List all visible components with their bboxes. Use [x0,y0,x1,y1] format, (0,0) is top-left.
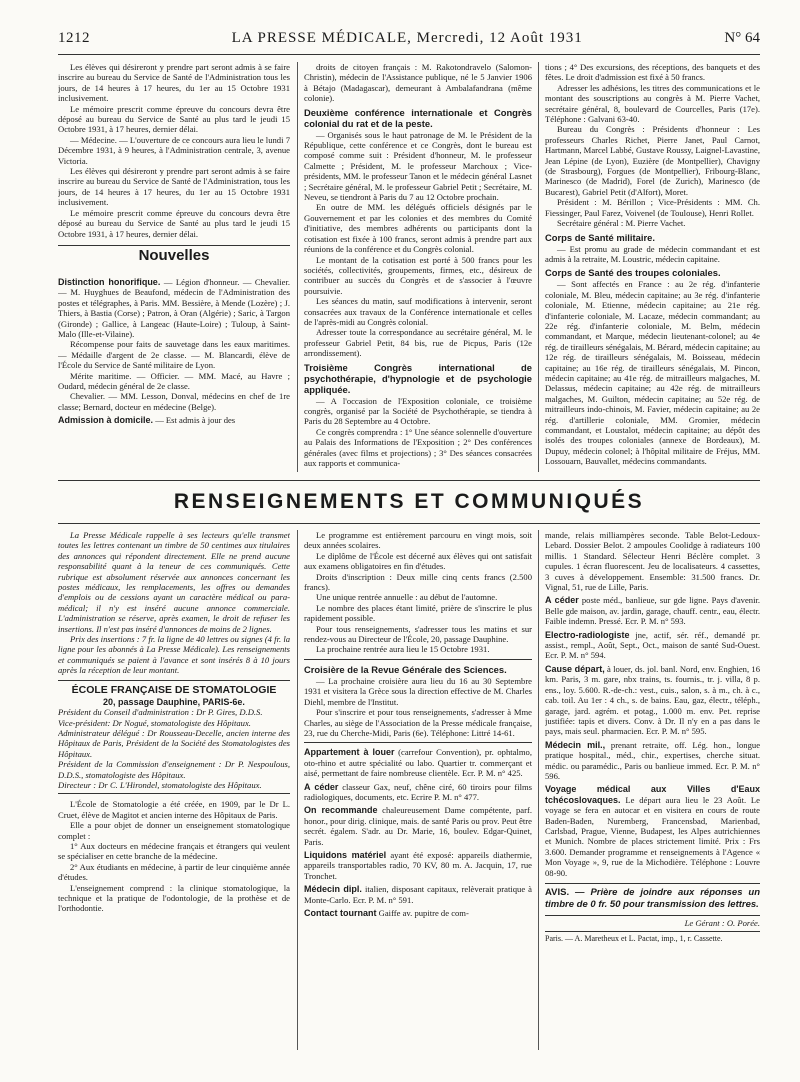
paragraph: Une unique rentrée annuelle : au début de l'automne. [316,592,498,603]
classified-ad [545,664,760,737]
page-number: 1212 [58,30,90,46]
bottom-column-3 [545,530,760,1050]
issue-number: N° 64 [724,30,760,46]
paragraph: Adresser toute la correspondance au secrétaire général, M. le professeur Gabriel Petit, 84 bis, rue de Picpus, Paris (12e arrondissement). [304,327,532,359]
paragraph: — Médecine. — L'ouverture de ce concours aura lieu le lundi 7 Décembre 1931, à 9 heures, à l'Administration centrale, 3, avenue Victoria. [58,134,290,166]
paragraph: — Sont affectés en France : au 2e rég. d'infanterie coloniale, M. Bleu, médecin capitaine; au 3e rég. d'infanterie coloniale, M. Etienne, médecin capitaine; au 21e rég. d'infanterie coloniale, M. Lacaze, médecin commandant; au 22e rég. d'infanterie coloniale, M. Belm, médecin commandant, et Marque, médecin lieutenant-colonel; au 4e rég. de tirailleurs sénégalais, M. Bérard, médecin capitaine; au 12e rég. de tirailleurs sénégalais, M. Boisseau, médecin capitaine; au 16e rég. de tirailleurs sénégalais, M. Pincon, médecin capitaine; au 41e rég. de mitrailleurs malgaches, M. Delassus, médecin capitaine; au 42e rég. de mitrailleurs malgaches, M. Guilton, médecin capitaine; au 52e rég. de mitrailleurs indo-chinois, M. Favier, médecin capitaine; au 2e rég. d'artillerie coloniale, MM. Gromier, médecin commandant, et Loustalot, médecin capitaine; au dépôt des isolés des troupes coloniales (annexe de Bordeaux), M. Dupuy, médecin colonel; à l'hôpital militaire de Fréjus, MM. Lossouarn, Bauvallet, médecins commandants. [545,279,760,467]
rule [58,480,760,481]
nouvelles-heading-block [58,239,290,277]
paragraph: mande, relais milliampères seconde. Table Belot-Ledoux-Lebard. Dossier Belot. 2 ampoules Coolidge à radiateurs 100 millis. 1 Standard. Sélecteur Henri Béclère complet. 3 cupules. 1 écran fluorescent. Jeu de localisateurs. 4 cassettes, 3 cuves à développement. Ensemble: 31.500 francs. Dr. Vignal, 51, rue de Lille, Paris. [545,530,760,593]
issue-date: Mercredi, 12 Août 1931 [416,30,583,46]
avis-notice [545,887,760,911]
news-item-title: Deuxième conférence internationale et Congrès colonial du rat et de la peste. [304,106,532,129]
paragraph: L'École de Stomatologie a été créée, en 1909, par le Dr L. Cruet, élève de Magitot et ancien interne des Hôpitaux de Paris. [58,799,290,820]
classified-ad [304,850,532,881]
rule [58,245,290,246]
classified-ad [545,595,760,626]
news-item-text: — Est admis à jour des [155,415,236,426]
ad-text: prenant retraite, off. Lég. hon., longue pratique hospital., méd., chir., expertises, cherche situat. médic. ou paramédic., Paris ou banlieue immed. Ecr. P. M. n° 596. [545,739,760,781]
section-banner: RENSEIGNEMENTS ET COMMUNIQUÉS [173,490,645,513]
column-divider [538,62,539,472]
paragraph: Le diplôme de l'École est décerné aux élèves qui ont satisfait aux examens obligatoires en fin d'études. [304,550,532,572]
ad-title: Médecin dipl. [304,884,362,895]
bottom-column-1 [58,530,290,1050]
rule [545,931,760,932]
ecole-title: ÉCOLE FRANÇAISE DE STOMATOLOGIE [71,683,277,696]
ad-title: A céder [545,595,579,606]
news-item [58,277,290,339]
paragraph: Mérite maritime. — Officier. — MM. Macé, au Havre ; Oudard, médecin général de 2e classe. [58,370,290,391]
ad-text: classeur Gax, neuf, chêne ciré, 60 tiroirs pour films radiologiques, documents, etc. Ecrire P. M. n° 477. [304,781,532,802]
column-divider [297,530,298,1050]
classified-ad [304,747,532,778]
ecole-officer: Vice-président: Dr Nogué, stomatologiste des Hôpitaux. [58,717,251,728]
ad-title: Liquidons matériel [304,849,387,860]
rule [545,883,760,884]
paragraph: Le programme est entièrement parcouru en vingt mois, soit deux années scolaires. [304,530,532,551]
avis-label: AVIS. [545,887,570,898]
classified-ad [304,805,532,847]
paragraph: Le nombre des places étant limité, prière de s'inscrire le plus rapidement possible. [304,602,532,624]
column-divider [538,530,539,1050]
paragraph: En outre de MM. les délégués officiels désignés par le Gouvernement et par les colonies et des membres du Comité d'initiative, des membres adhérents ou participants dont la cotisation est fixée à 100 francs, seront admis à prendre part aux réunions de la conférence et du Congrès colonial. [304,202,532,255]
paragraph: Récompense pour faits de sauvetage dans les eaux maritimes. — Médaille d'argent de 2e classe. — M. Blancardi, élève de l'École du Service de Santé militaire de Lyon. [58,339,290,371]
ecole-address: 20, passage Dauphine, PARIS-6e. [103,696,245,707]
paragraph: Ce congrès comprendra : 1° Une séance solennelle d'ouverture au Palais des Informations de l'Exposition ; 2° Des conférences générales (avec films et projections) ; 3° Des séances consacrées aux rapports et communica- [304,426,532,468]
paragraph: Le mémoire prescrit comme épreuve du concours devra être déposé au bureau du Service de Santé au plus tard le jeudi 15 Octobre 1931, à 17 heures, dernier délai. [58,207,290,239]
paragraph: — Est promu au grade de médecin commandant et est admis à la retraite, M. Loustric, médecin capitaine. [545,243,760,264]
printer-line: Paris. — A. Maretheux et L. Pactat, imp., 1, r. Cassette. [545,934,723,944]
paragraph: La prochaine rentrée aura lieu le 15 Octobre 1931. [316,644,490,655]
classified-ad [545,630,760,661]
rule [58,523,760,524]
top-column-2 [304,62,532,475]
paragraph: L'enseignement comprend : la clinique stomatologique, la technique et la pratique de l'odontologie, de la prothèse et de l'orthodontie. [58,882,290,914]
running-header [58,30,760,55]
news-item [58,415,290,425]
paragraph: Adresser les adhésions, les titres des communications et le montant des souscriptions au congrès à M. Pierre Vachet, secrétaire général, 8, boulevard de Courcelles, Paris (17e). Téléphone : Galvani 63-40. [545,82,760,125]
paragraph: — La prochaine croisière aura lieu du 16 au 30 Septembre 1931 et visitera la Grèce sous la direction effective de M. Charles Diehl, membre de l'Institut. [304,675,532,707]
paragraph: — A l'occasion de l'Exposition coloniale, ce troisième congrès, organisé par la Société de Psychothérapie, se tiendra à Paris du 28 Septembre au 4 Octobre. [304,395,532,427]
ecole-box [58,680,290,795]
ad-text: Gaiffe av. pupitre de com- [378,908,469,918]
news-item-text: — Légion d'honneur. — Chevalier. — M. Huyghues de Beaufond, médecin de l'Administration des postes et télégraphes, à Paris. MM. Bessière, à Mende (Lozère) ; J. Thiers, à Bastia (Corse) ; Patron, à Oran (Algérie) ; Saric, à Targon (Gironde) ; Gallice, à Langeac (Haute-Loire) ; Tuloup, à Saint-Malo (Ille-et-Vilaine). [58,276,290,339]
notice-prices: Prix des insertions : 7 fr. la ligne de 40 lettres ou signes (4 fr. la ligne pour les abonnés à La Presse Médicale). Les renseignements et communiqués se paient à l'avance et sont insérés 8 à 10 jours après la réception de leur montant. [58,634,290,676]
journal-title-date [90,30,724,47]
journal-title: LA PRESSE MÉDICALE, [231,30,412,46]
paragraph: Les élèves qui désireront y prendre part seront admis à se faire inscrire au bureau du Service de Santé de l'Administration, tous les jours, de 14 heures à 17 heures, du 1er au 15 Octobre 1931 inclusivement. [58,166,290,208]
ad-title: Appartement à louer [304,747,395,758]
ad-title: A céder [304,781,339,792]
paragraph: Pour tous renseignements, s'adresser tous les matins et sur rendez-vous au Directeur de l'École, 20, passage Dauphine. [304,623,532,645]
classified-ad [304,884,532,905]
ad-text: chaleureusement Dame compétente, parf. honor., pour dirig. clinique, mais. de santé Paris ou prov. Peut être secrét. égalem. S'adr. au Dr. Marie, 16, boulev. Edgar-Quinet, Paris. [304,805,532,847]
paragraph: Pour s'inscrire et pour tous renseignements, s'adresser à Mme Charles, au siège de l'Association de la Presse médicale française, 23, rue du Cherche-Midi, Paris (6e). Téléphone: Littré 14-61. [304,707,532,738]
rule [545,915,760,916]
ad-title: Cause départ, [545,663,605,674]
section-heading-nouvelles: Nouvelles [138,246,210,264]
news-item-title: Troisième Congrès international de psychothérapie, d'hypnologie et de psychologie appliquée. [304,361,532,395]
paragraph: droits de citoyen français : M. Rakotondravelo (Salomon-Christin), médecin de l'Assistance publique, né le 5 Janvier 1906 à Bétajo (Madagascar), demeurant à Ambalafandrana (même colonie). [304,62,532,104]
news-item-title: Corps de Santé militaire. [545,231,655,243]
rule [304,742,532,743]
ad-text: italien, disposant capitaux, relèverait pratique à Monte-Carlo. Ecr. P. M. n° 591. [304,884,532,905]
ad-text: poste méd., banlieue, sur gde ligne. Pays d'avenir. Belle gde maison, av. jardin, garage, chauff. centr., eau, électr. Faible indemn. Pressé. Ecr. P. M. n° 593. [545,595,760,627]
paragraph: Le mémoire prescrit comme épreuve du concours devra être déposé au bureau du Service de Santé au plus tard le jeudi 15 Octobre 1931, à 17 heures, dernier délai. [58,103,290,135]
column-divider [297,62,298,472]
notice-intro: La Presse Médicale rappelle à ses lecteurs qu'elle transmet toutes les lettres contenant un timbre de 50 centimes aux titulaires des annonces qui répondent directement. Elle ne prend aucune responsabilité quant à la teneur de ces communiqués. Cette rubrique est absolument réservée aux annonces concernant les postes médicaux, les remplacements, les offres ou demandes d'emplois ou de cessions ayant un caractère médical ou para-médical; il n'y est inséré aucune annonce commerciale. L'administration se réserve, après examen, le droit de refuser les insertions. Il n'est pas inséré d'annonces de moins de 2 lignes. [58,530,290,634]
paragraph: Secrétaire général : M. Pierre Vachet. [557,218,686,229]
ad-title: Electro-radiologiste [545,629,630,640]
paragraph: Elle a pour objet de donner un enseignement stomatologique complet : [58,820,290,841]
paragraph: 2° Aux étudiants en médecine, à partir de leur cinquième année d'études. [58,861,290,883]
ad-title: Voyage médical aux Villes d'Eaux tchécoslovaques. [545,784,760,805]
ad-title: Médecin mil., [545,739,606,750]
ecole-officer: Directeur : Dr C. L'Hirondel, stomatologiste des Hôpitaux. [58,779,262,790]
paragraph: Droits d'inscription : Deux mille cinq cents francs (2.500 francs). [304,571,532,593]
news-item-title: Distinction honorifique. [58,276,161,287]
paragraph: Chevalier. — MM. Lesson, Donval, médecins en chef de 1re classe; Bernard, docteur en médecine (Belge). [58,391,290,412]
classified-ad [545,784,760,878]
classified-ad [304,782,532,803]
ad-text: Le départ aura lieu le 23 Août. Le voyage se fera en autocar et en visitera en cours de route Baden-Baden, Nuremberg, Francensbad, Marienbad, Carlsbad, Prague, Vienne, Budapest, les Alpes autrichiennes et Munich. Nombre de places strictement limité. Prix : Frs 3.600. Demander programme et renseignements à l'Agence « Mon Voyage », 9, rue de la Michodière. Téléphone : Louvre 08-90. [545,794,760,878]
gerant-line: Le Gérant : O. Porée. [684,918,760,928]
top-column-1 [58,62,290,475]
bottom-column-2 [304,530,532,1050]
rule [304,659,532,660]
news-item-title: Croisière de la Revue Générale des Sciences. [304,663,507,675]
paragraph: — Organisés sous le haut patronage de M. le Président de la République, cette conférence et ce Congrès, dont le bureau est composé comme suit : Président d'honneur, M. le professeur Calmette ; Président, M. le professeur Marchoux ; Vice-présidents, MM. le professeur Tanon et le médecin général Lasnet ; Secrétaire général, M. le professeur Gabriel Petit ; Secrétaire, M. Neveu, se tiendront à Paris du 7 au 12 Octobre prochain. [304,129,532,203]
paragraph: Bureau du Congrès : Présidents d'honneur : Les professeurs Charles Richet, Pierre Janet, Paul Carnot, Hartmann, Marcel Labbé, Gustave Roussy, Laignel-Lavastine, Jean Lépine (de Lyon), Euzière (de Montpellier), Chavigny (de Strasbourg), Forgues (de Montpellier), Fribourg-Blanc, Marinesco (de Madrid), Forel (de Zurich), Marinesco (de Bucarest), Gabriel Petit (d'Alfort), Moret. [545,124,760,197]
top-column-3 [545,62,760,475]
ecole-officer: Administrateur délégué : Dr Rousseau-Decelle, ancien interne des Hôpitaux de Paris, Président de la Société des Stomatologistes des Hôpitaux. [58,727,290,759]
ad-text: (carrefour Convention), pr. ophtalmo, oto-rhino et autre spécialité ou labo. Quartier tr. commerçant et aisé, permettant de faire nombreuse clientèle. Ecr. P. M. n° 425. [304,747,532,779]
classified-ad [545,740,760,782]
classified-ad [304,908,532,918]
paragraph: Le montant de la cotisation est porté à 500 francs pour les sociétés, collectivités, groupements, firmes, etc., désireux de contribuer au succès du Congrès et de s'associer à l'œuvre poursuivie. [304,254,532,296]
paragraph: Les élèves qui désireront y prendre part seront admis à se faire inscrire au bureau du Service de Santé de l'Administration tous les jours, de 14 heures à 17 heures, du 1er au 15 Octobre 1931 inclusivement. [58,62,290,104]
paragraph: tions ; 4° Des excursions, des réceptions, des banquets et des fêtes. Le droit d'admission est fixé à 50 francs. [545,62,760,83]
ad-title: Contact tournant [304,908,377,918]
news-item-title: Admission à domicile. [58,415,154,426]
paragraph: Les séances du matin, sauf modifications à intervenir, seront consacrées aux travaux de la Conférence internationale et celles de l'après-midi au Congrès colonial. [304,296,532,327]
paragraph: Président : M. Bérillon ; Vice-Présidents : MM. Ch. Fiessinger, Paul Farez, Voivenel (de Toulouse), Henri Rollet. [545,197,760,218]
ad-text: ayant été exposé: appareils diathermie, appareils transportables radio, 70 KV, 80 m. A. Jacquin, 17, rue Tronchet. [304,849,532,881]
ad-text: jne, actif, sér. réf., demandé pr. assist., rempl., Août, Sept., Oct., maison de santé Sud-Ouest. Ecr. P. M. n° 594. [545,629,760,661]
avis-text: — Prière de joindre aux réponses un timbre de 0 fr. 50 pour transmission des lettres. [545,887,760,910]
paragraph: 1° Aux docteurs en médecine français et étrangers qui veulent se spécialiser en cette branche de la médecine. [58,840,290,862]
ad-title: On recommande [304,805,378,816]
news-item-title: Corps de Santé des troupes coloniales. [545,267,721,279]
ad-text: à louer, ds. jol. banl. Nord, env. Enghien, 16 km. Paris, 3 m. gare, nbx trains, ts. fournis., tr. j. villa, 8 p. ens., loy. 5.600. R.-de-ch.: vest., cuis., salon, s. à m., ch. à c., cab. toil. Au 1er : 4 ch., s. de bains. Eau, gaz, électr., téléph., garage, jard. agrém. et potag., 1.000 m. env. Pet. reprise justifiée: tapis et divers. Conv. à Dr. Il n'y en a pas dans le pays, mais seul. pharmacien. Ecr. P. M. n° 595. [545,663,760,737]
ecole-officer: Président de la Commission d'enseignement : Dr P. Nespoulous, D.D.S., stomatologiste des Hôpitaux. [58,759,290,780]
ecole-officer: Président du Conseil d'administration : Dr P. Gires, D.D.S. [58,707,263,718]
